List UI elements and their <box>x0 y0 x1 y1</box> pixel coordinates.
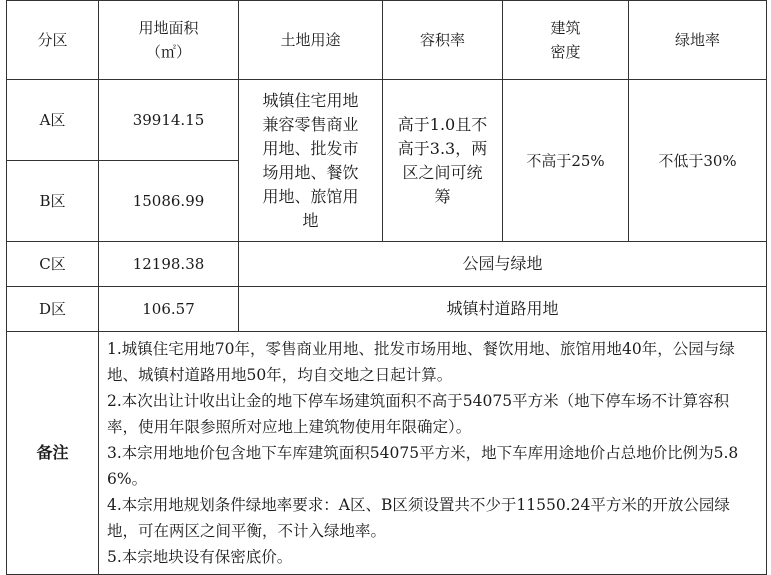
zone-c-land-use: 公园与绿地 <box>239 242 767 287</box>
zone-b-area: 15086.99 <box>99 161 239 242</box>
land-use-line: 城镇住宅用地 <box>262 90 359 110</box>
note-item: 3.本宗用地地价包含地下车库建筑面积54075平方米，地下车库用途地价占总地价比例为5.86%。 <box>107 444 739 488</box>
far-line: 高于1.0且不 <box>397 114 488 134</box>
header-green-ratio: 绿地率 <box>629 1 767 80</box>
land-use-line: 场用地、餐饮 <box>262 162 359 182</box>
table-row-notes <box>7 332 767 575</box>
note-item: 4.本宗用地规划条件绿地率要求：A区、B区须设置共不少于11550.24平方米的开放公园绿地，可在两区之间平衡，不计入绿地率。 <box>107 496 730 540</box>
header-building-density <box>503 1 629 80</box>
notes-content <box>99 332 767 575</box>
note-item: 2.本次出让计收出让金的地下停车场建筑面积不高于54075平方米（地下停车场不计算容积率，使用年限参照所对应地上建筑物使用年限确定）。 <box>107 392 730 436</box>
header-area <box>99 1 239 80</box>
header-zone: 分区 <box>7 1 99 80</box>
zone-d-area: 106.57 <box>99 287 239 332</box>
far-line: 筹 <box>434 186 451 206</box>
header-land-use: 土地用途 <box>239 1 383 80</box>
note-item: 5.本宗地块设有保密底价。 <box>107 548 293 566</box>
note-item: 1.城镇住宅用地70年，零售商业用地、批发市场用地、餐饮用地、旅馆用地40年，公园与绿地、城镇村道路用地50年，均自交地之日起计算。 <box>107 340 735 384</box>
land-use-line: 地 <box>302 210 319 230</box>
zone-a-label: A区 <box>7 80 99 161</box>
shared-building-density: 不高于25% <box>503 80 629 242</box>
far-line: 区之间可统 <box>402 162 483 182</box>
shared-land-use <box>239 80 383 242</box>
table-row-c <box>7 242 767 287</box>
header-area-label: 用地面积 <box>138 19 199 37</box>
header-floor-area-ratio: 容积率 <box>383 1 503 80</box>
notes-label: 备注 <box>7 332 99 575</box>
zone-d-land-use: 城镇村道路用地 <box>239 287 767 332</box>
land-use-line: 用地、旅馆用 <box>262 186 359 206</box>
zone-c-area: 12198.38 <box>99 242 239 287</box>
header-density-line1: 建筑 <box>550 19 581 37</box>
header-area-unit: （㎡） <box>145 43 191 61</box>
zone-c-label: C区 <box>7 242 99 287</box>
far-line: 高于3.3，两 <box>397 138 488 158</box>
land-parcel-table <box>6 0 767 575</box>
land-use-line: 用地、批发市 <box>262 138 359 158</box>
table-row-a <box>7 80 767 161</box>
table-header-row <box>7 1 767 80</box>
zone-b-label: B区 <box>7 161 99 242</box>
header-density-line2: 密度 <box>550 43 581 61</box>
zone-a-area: 39914.15 <box>99 80 239 161</box>
table-row-d <box>7 287 767 332</box>
zone-d-label: D区 <box>7 287 99 332</box>
shared-green-ratio: 不低于30% <box>629 80 767 242</box>
land-use-line: 兼容零售商业 <box>262 114 359 134</box>
shared-floor-area-ratio <box>383 80 503 242</box>
